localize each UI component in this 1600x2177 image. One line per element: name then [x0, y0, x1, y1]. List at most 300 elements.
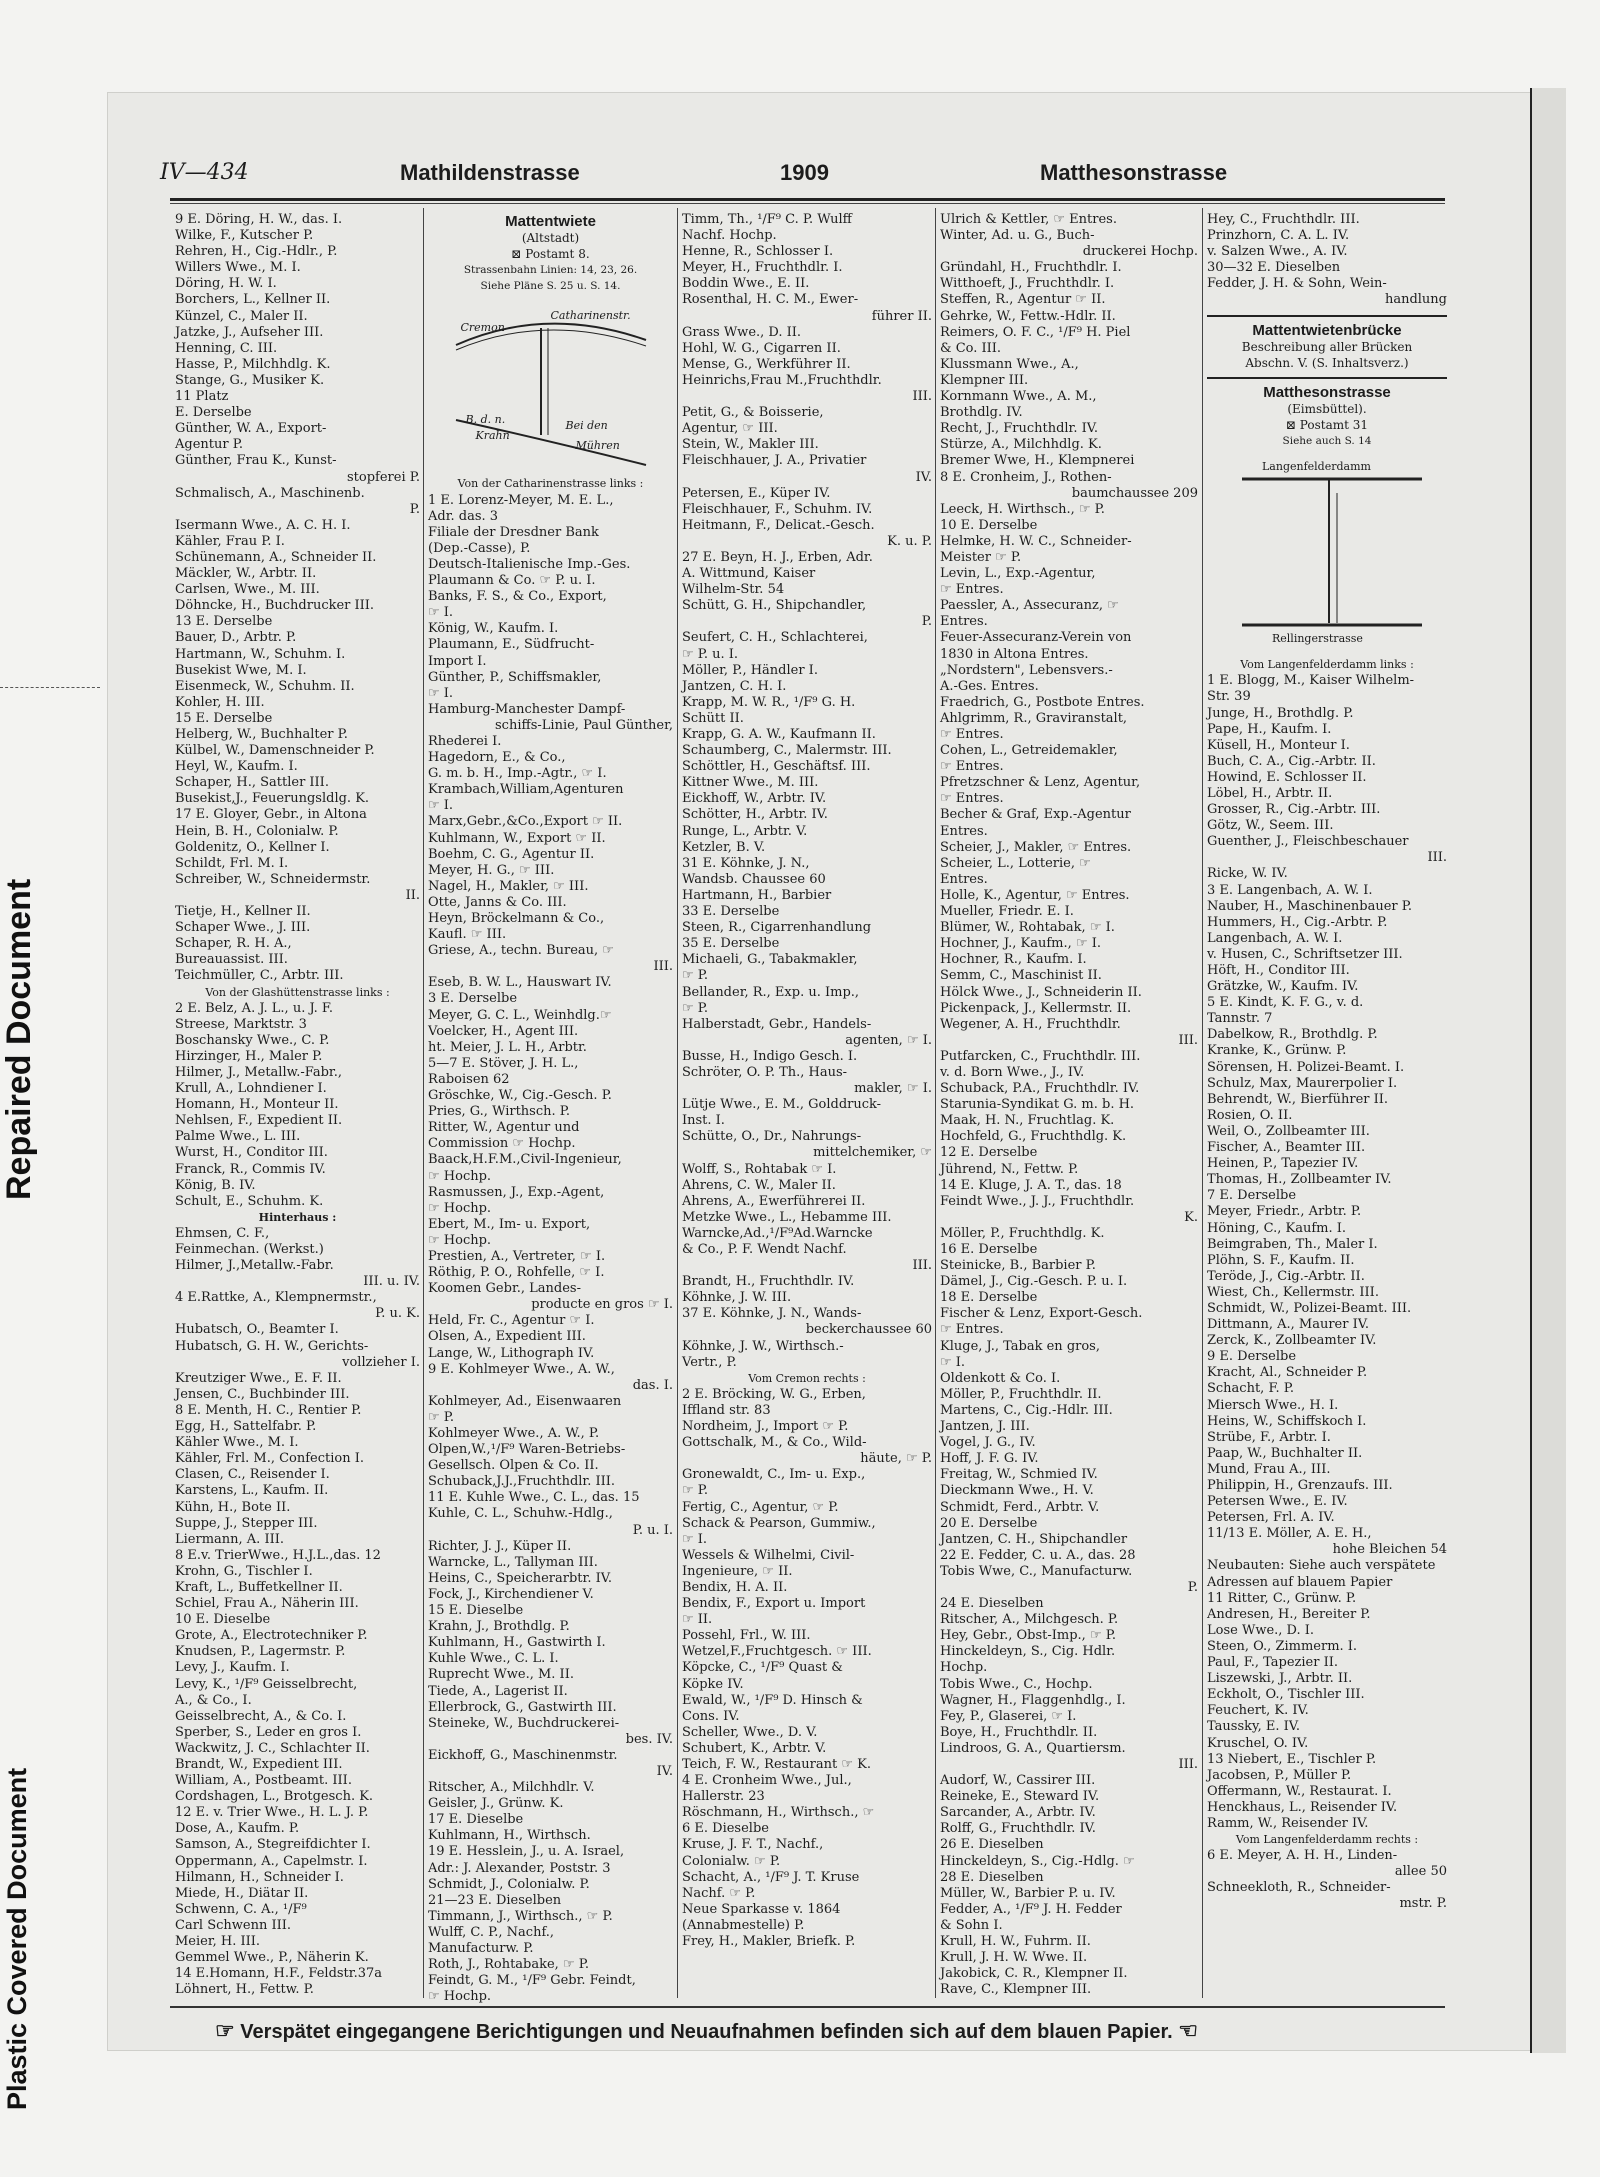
directory-entry: Putfarcken, C., Fruchthdlr. III.	[940, 1048, 1141, 1064]
directory-entry: Entres.	[940, 871, 988, 887]
directory-entry: Schuback,J.J.,Fruchthdlr. III.	[428, 1474, 616, 1490]
directory-entry: Steffen, R., Agentur ☞ II.	[940, 292, 1106, 308]
directory-entry: 22 E. Fedder, C. u. A., das. 28	[940, 1547, 1136, 1563]
directory-entry: Hubatsch, O., Beamter I.	[175, 1322, 339, 1338]
directory-entry: Streese, Marktstr. 3	[175, 1016, 307, 1032]
directory-entry: Boehm, C. G., Agentur II.	[428, 846, 595, 862]
directory-entry: Petersen, E., Küper IV.	[682, 485, 831, 501]
directory-entry: 12 E. Derselbe	[940, 1145, 1038, 1161]
directory-entry: G. m. b. H., Imp.-Agtr., ☞ I.	[428, 766, 607, 782]
directory-entry: Scheier, L., Lotterie, ☞	[940, 855, 1091, 871]
mattentwiete-district: (Altstadt)	[521, 231, 580, 246]
directory-entry: III.	[1178, 1032, 1198, 1048]
directory-entry: Krapp, G. A. W., Kaufmann II.	[682, 727, 876, 742]
directory-entry: Bellander, R., Exp. u. Imp.,	[682, 984, 860, 1000]
directory-entry: Schacht, F. P.	[1207, 1381, 1294, 1397]
directory-entry: Wilhelm-Str. 54	[682, 582, 785, 598]
directory-entry: Pries, G., Wirthsch. P.	[428, 1104, 571, 1120]
directory-entry: III.	[912, 389, 932, 405]
directory-entry: Olsen, A., Expedient III.	[428, 1329, 586, 1345]
directory-entry: Hubatsch, G. H. W., Gerichts-	[175, 1338, 369, 1354]
directory-entry: Winter, Ad. u. G., Buch-	[940, 228, 1095, 244]
directory-entry: Meyer, H. G., ☞ III.	[428, 862, 555, 878]
directory-entry: ☞ P.	[682, 1483, 709, 1499]
directory-entry: Runge, L., Arbtr. V.	[682, 823, 808, 839]
directory-entry: Becher & Graf, Exp.-Agentur	[940, 807, 1131, 823]
footer-note: Verspätet eingegangene Berichtigungen und Neuaufnahmen befinden sich auf dem blauen Papier.	[240, 2021, 1173, 2043]
directory-entry: Paul, F., Tapezier II.	[1207, 1655, 1338, 1671]
directory-entry: Rosien, O. II.	[1207, 1107, 1293, 1123]
directory-entry: Griese, A., techn. Bureau, ☞	[428, 943, 614, 959]
directory-entry: Behrendt, W., Bierführer II.	[1207, 1091, 1389, 1107]
directory-entry: Fedder, J. H. & Sohn, Wein-	[1207, 276, 1387, 292]
directory-entry: 4 E. Cronheim Wwe., Jul.,	[682, 1773, 852, 1789]
directory-entry: Levy, K., ¹/F⁹ Geisselbrecht,	[175, 1676, 358, 1692]
directory-entry: agenten, ☞ I.	[845, 1032, 932, 1048]
directory-entry: Lose Wwe., D. I.	[1207, 1622, 1315, 1638]
directory-entry: ☞ P.	[428, 1409, 455, 1425]
directory-entry: Palme Wwe., L. III.	[175, 1129, 301, 1145]
directory-entry: Kohlmeyer, Ad., Eisenwaaren	[428, 1393, 622, 1409]
directory-entry: Hasse, P., Milchhdlg. K.	[175, 356, 331, 372]
directory-entry: Vom Cremon rechts :	[748, 1371, 866, 1385]
directory-entry: Levin, L., Exp.-Agentur,	[940, 566, 1096, 582]
directory-entry: Schmidt, W., Polizei-Beamt. III.	[1207, 1300, 1412, 1316]
directory-entry: v. Husen, C., Schriftsetzer III.	[1207, 946, 1403, 962]
directory-entry: Döring, H. W. I.	[175, 276, 277, 292]
directory-entry: Ritscher, A., Milchhdlr. V.	[428, 1780, 595, 1796]
directory-entry: Willers Wwe., M. I.	[175, 260, 301, 276]
directory-entry: 35 E. Derselbe	[682, 936, 780, 952]
directory-entry: Schwenn, C. A., ¹/F⁹	[175, 1901, 307, 1917]
directory-entry: Philippin, H., Grenzaufs. III.	[1207, 1478, 1393, 1493]
directory-entry: Andresen, H., Bereiter P.	[1207, 1606, 1371, 1622]
directory-entry: Kuhlmann, H., Gastwirth I.	[428, 1635, 606, 1651]
directory-entry: Nachf. ☞ P.	[682, 1885, 756, 1901]
directory-entry: Reineke, E., Steward IV.	[940, 1789, 1100, 1805]
directory-entry: 10 E. Dieselbe	[175, 1612, 271, 1628]
directory-entry: Beimgraben, Th., Maler I.	[1207, 1236, 1378, 1252]
directory-entry: Petersen Wwe., E. IV.	[1207, 1494, 1348, 1510]
directory-entry: Schöttler, H., Geschäftsf. III.	[682, 759, 871, 775]
directory-entry: Plöhn, S. F., Kaufm. II.	[1207, 1252, 1355, 1268]
directory-entry: Hinterhaus :	[258, 1210, 337, 1224]
directory-entry: ☞ Entres.	[940, 727, 1004, 742]
directory-entry: Eickhoff, W., Arbtr. IV.	[682, 791, 827, 807]
directory-entry: Hirzinger, H., Maler P.	[175, 1048, 323, 1064]
directory-entry: Köhnke, J. W. III.	[682, 1290, 792, 1306]
directory-entry: Kuhlmann, W., Export ☞ II.	[428, 830, 606, 846]
directory-entry: Ewald, W., ¹/F⁹ D. Hinsch &	[682, 1692, 863, 1708]
directory-entry: Howind, E. Schlosser II.	[1207, 769, 1367, 785]
directory-entry: Feuer-Assecuranz-Verein von	[940, 630, 1132, 646]
directory-entry: Köpke IV.	[682, 1676, 744, 1692]
directory-entry: Grätzke, W., Kaufm. IV.	[1207, 979, 1359, 995]
column-1	[175, 212, 420, 1998]
directory-entry: ☞ Entres.	[940, 759, 1004, 775]
matthesonstrasse-district: (Eimsbüttel).	[1287, 401, 1367, 416]
directory-entry: ☞ I.	[682, 1531, 708, 1547]
directory-entry: Helmke, H. W. C., Schneider-	[940, 533, 1132, 549]
directory-entry: Klussmann Wwe., A.,	[940, 356, 1079, 372]
directory-entry: Leeck, H. Wirthsch., ☞ P.	[940, 501, 1105, 517]
directory-entry: Marx,Gebr.,&Co.,Export ☞ II.	[428, 814, 623, 830]
directory-entry: P.	[409, 501, 420, 517]
directory-entry: druckerei Hochp.	[1082, 244, 1198, 260]
directory-entry: Löhnert, H., Fettw. P.	[175, 1982, 314, 1998]
directory-entry: K.	[1184, 1209, 1198, 1225]
directory-entry: Kaufl. ☞ III.	[428, 927, 507, 943]
directory-entry: Ketzler, B. V.	[682, 839, 766, 855]
directory-entry: Pickenpack, J., Kellermstr. II.	[940, 1000, 1132, 1016]
directory-entry: Krull, J. H. W. Wwe. II.	[940, 1950, 1088, 1966]
directory-entry: Wegener, A. H., Fruchthdlr.	[940, 1016, 1121, 1032]
column-5	[1207, 212, 1447, 1992]
directory-entry: Oldenkott & Co. I.	[940, 1370, 1061, 1386]
directory-entry: Martens, C., Cig.-Hdlr. III.	[940, 1402, 1113, 1418]
directory-entry: III.	[1427, 850, 1447, 866]
directory-entry: Schaper, R. H. A.,	[175, 936, 292, 952]
directory-entry: Mueller, Friedr. E. I.	[940, 904, 1074, 920]
page-number: IV—434	[160, 160, 249, 185]
directory-entry: Levy, J., Kaufm. I.	[175, 1660, 290, 1676]
directory-entry: Liermann, A. III.	[175, 1531, 284, 1547]
directory-entry: Scheier, J., Makler, ☞ Entres.	[940, 839, 1132, 855]
directory-entry: Hochner, R., Kaufm. I.	[940, 952, 1087, 968]
directory-entry: Schneekloth, R., Schneider-	[1207, 1880, 1391, 1896]
directory-entry: Borchers, L., Kellner II.	[175, 292, 331, 308]
directory-entry: Taussky, E. IV.	[1207, 1719, 1301, 1735]
directory-entry: IV.	[656, 1763, 673, 1779]
directory-entry: ☞ Hochp.	[428, 1989, 492, 2005]
directory-entry: 9 E. Derselbe	[1207, 1349, 1297, 1365]
directory-entry: Meyer, H., Fruchthdlr. I.	[682, 260, 843, 276]
directory-entry: Meyer, Friedr., Arbtr. P.	[1207, 1204, 1362, 1220]
directory-entry: Mense, G., Werkführer II.	[682, 356, 851, 372]
directory-entry: Timm, Th., ¹/F⁹ C. P. Wulff	[682, 212, 852, 227]
directory-entry: Ebert, M., Im- u. Export,	[428, 1216, 591, 1232]
directory-entry: Inst. I.	[682, 1113, 725, 1129]
directory-entry: Meier, H. III.	[175, 1934, 261, 1950]
directory-entry: Maak, H. N., Fruchtlag. K.	[940, 1113, 1115, 1129]
directory-entry: Paap, W., Buchhalter II.	[1207, 1445, 1363, 1461]
map-label-muhren: Mühren	[575, 439, 620, 453]
directory-entry: Geisselbrecht, A., & Co. I.	[175, 1708, 347, 1724]
directory-entry: Dittmann, A., Maurer IV.	[1207, 1317, 1369, 1333]
directory-entry: Ritter, W., Agentur und	[428, 1120, 580, 1136]
pointing-hand-right-icon: ☜	[1178, 2018, 1198, 2043]
directory-entry: Schröter, O. P. Th., Haus-	[682, 1064, 848, 1080]
map-label-cremon: Cremon	[460, 321, 505, 335]
directory-entry: mstr. P.	[1399, 1896, 1447, 1912]
directory-entry: A.-Ges. Entres.	[940, 678, 1039, 694]
directory-entry: P.	[1187, 1579, 1198, 1595]
map-label-catharinenstr: Catharinenstr.	[550, 309, 631, 323]
map-label-bei-den: Bei den	[565, 419, 608, 433]
directory-entry: Weil, O., Zollbeamter III.	[1207, 1123, 1370, 1139]
directory-entry: 11 Platz	[175, 389, 229, 405]
directory-entry: ☞ Entres.	[940, 791, 1004, 807]
directory-entry: Nehlsen, F., Expedient II.	[175, 1113, 343, 1129]
directory-entry: III. u. IV.	[363, 1274, 420, 1290]
directory-entry: Busekist,J., Feuerungsldlg. K.	[175, 791, 370, 807]
directory-entry: Fertig, C., Agentur, ☞ P.	[682, 1499, 839, 1515]
directory-entry: Möller, P., Fruchthdlr. II.	[940, 1386, 1102, 1402]
directory-entry: Henning, C. III.	[175, 340, 278, 356]
directory-entry: Klempner III.	[940, 372, 1029, 388]
directory-entry: ☞ Hochp.	[428, 1168, 492, 1184]
directory-entry: Fedder, A., ¹/F⁹ J. H. Fedder	[940, 1901, 1122, 1917]
directory-entry: Import I.	[428, 653, 487, 669]
directory-entry: Wandsb. Chaussee 60	[682, 871, 826, 887]
directory-entry: Schünemann, A., Schneider II.	[175, 549, 377, 565]
directory-entry: Krambach,William,Agenturen	[428, 782, 624, 798]
directory-entry: Str. 39	[1207, 689, 1251, 705]
directory-entry: Kreutziger Wwe., E. F. II.	[175, 1370, 342, 1386]
directory-entry: Samson, A., Stegreifdichter I.	[175, 1837, 371, 1853]
directory-entry: Grote, A., Electrotechniker P.	[175, 1628, 368, 1644]
directory-entry: führer II.	[871, 308, 932, 324]
column-divider	[677, 208, 678, 1998]
directory-entry: 1830 in Altona Entres.	[940, 646, 1089, 662]
directory-entry: Hallerstr. 23	[682, 1789, 765, 1805]
directory-entry: Scheller, Wwe., D. V.	[682, 1724, 818, 1740]
directory-entry: Helberg, W., Buchhalter P.	[175, 727, 348, 742]
directory-entry: Schaper Wwe., J. III.	[175, 920, 311, 936]
directory-entry: 11 E. Kuhle Wwe., C. L., das. 15	[428, 1490, 640, 1506]
right-street-title: Matthesonstrasse	[1040, 160, 1228, 185]
directory-entry: 4 E.Rattke, A., Klempnermstr.,	[175, 1290, 377, 1306]
directory-entry: ☞ I.	[428, 798, 454, 814]
directory-entry: Schult, E., Schuhm. K.	[175, 1193, 324, 1209]
directory-entry: Eisenmeck, W., Schuhm. II.	[175, 678, 355, 694]
next-page-edge	[1530, 88, 1566, 2053]
directory-entry: Schütt II.	[682, 710, 744, 726]
directory-entry: & Co., P. F. Wendt Nachf.	[682, 1242, 847, 1257]
directory-entry: Neubauten: Siehe auch verspätete	[1207, 1558, 1436, 1574]
directory-entry: Nagel, H., Makler, ☞ III.	[428, 878, 589, 894]
directory-entry: ☞ Hochp.	[428, 1200, 492, 1216]
directory-entry: Audorf, W., Cassirer III.	[940, 1773, 1096, 1789]
directory-entry: Fleischhauer, J. A., Privatier	[682, 453, 867, 469]
map-label-langenfelderdamm: Langenfelderdamm	[1262, 460, 1371, 474]
plastic-covered-label: Plastic Covered Document	[2, 1767, 32, 2110]
directory-entry: Teröde, J., Cig.-Arbtr. II.	[1207, 1268, 1365, 1284]
directory-entry: Henckhaus, L., Reisender IV.	[1207, 1799, 1398, 1815]
directory-entry: Neue Sparkasse v. 1864	[682, 1901, 841, 1917]
directory-entry: producte en gros ☞ I.	[531, 1297, 673, 1313]
directory-entry: Jatzke, J., Aufseher III.	[175, 324, 324, 340]
directory-entry: Gesellsch. Olpen & Co. II.	[428, 1458, 599, 1474]
directory-entry: ☞ Hochp.	[428, 1232, 492, 1248]
directory-entry: Cons. IV.	[682, 1708, 740, 1724]
directory-entry: Kraft, L., Buffetkellner II.	[175, 1579, 343, 1595]
directory-entry: Köpcke, C., ¹/F⁹ Quast &	[682, 1660, 843, 1676]
directory-entry: Boye, H., Fruchthdlr. II.	[940, 1724, 1098, 1740]
directory-entry: Isermann Wwe., A. C. H. I.	[175, 517, 351, 533]
directory-entry: E. Derselbe	[175, 405, 252, 421]
directory-entry: König, B. IV.	[175, 1177, 256, 1193]
header-rule-thick	[170, 198, 1445, 201]
directory-entry: Vogel, J. G., IV.	[940, 1435, 1036, 1451]
directory-entry: ☞ I.	[940, 1354, 966, 1370]
directory-entry: 11 Ritter, C., Grünw. P.	[1207, 1590, 1357, 1606]
directory-entry: Hochner, J., Kaufm., ☞ I.	[940, 936, 1101, 952]
page-footer	[215, 2018, 1415, 2050]
directory-entry: Nordheim, J., Import ☞ P.	[682, 1419, 849, 1435]
directory-entry: Ruprecht Wwe., M. II.	[428, 1667, 574, 1683]
directory-entry: Schaumberg, C., Malermstr. III.	[682, 743, 892, 759]
directory-entry: Adr. das. 3	[428, 508, 499, 524]
directory-entry: P. u. I.	[632, 1522, 673, 1538]
directory-entry: (Dep.-Casse), P.	[428, 540, 531, 556]
directory-entry: Nauber, H., Maschinenbauer P.	[1207, 898, 1413, 914]
directory-entry: Bendix, H. A. II.	[682, 1579, 788, 1595]
directory-entry: 21—23 E. Dieselben	[428, 1892, 562, 1908]
directory-entry: 8 E.v. TrierWwe., H.J.L.,das. 12	[175, 1547, 381, 1563]
matthesonstrasse-title: Matthesonstrasse	[1263, 383, 1391, 401]
directory-entry: Ingenieure, ☞ II.	[682, 1563, 793, 1579]
directory-entry: Stange, G., Musiker K.	[175, 372, 325, 388]
directory-entry: A., & Co., I.	[175, 1692, 252, 1708]
directory-entry: Pape, H., Kaufm. I.	[1207, 721, 1332, 737]
directory-entry: Wackwitz, J. C., Schlachter II.	[175, 1740, 370, 1756]
directory-entry: Von der Catharinenstrasse links :	[457, 477, 644, 491]
directory-entry: Brandt, W., Expedient III.	[175, 1757, 343, 1772]
directory-entry: III.	[1178, 1757, 1198, 1772]
directory-entry: Geisler, J., Grünw. K.	[428, 1796, 564, 1812]
directory-entry: Heyn, Bröckelmann & Co.,	[428, 911, 605, 926]
directory-entry: Heinrichs,Frau M.,Fruchthdlr.	[682, 372, 882, 388]
directory-entry: 5—7 E. Stöver, J. H. L.,	[428, 1055, 579, 1071]
matthesonstrasse-postamt: ⊠ Postamt 31	[1285, 418, 1369, 433]
mattentwiete-plan-ref: Siehe Pläne S. 25 u. S. 14.	[480, 280, 621, 293]
directory-entry: Schaper, H., Sattler III.	[175, 775, 329, 791]
directory-entry: Adr.: J. Alexander, Poststr. 3	[428, 1860, 611, 1876]
directory-entry: Hummers, H., Cig.-Arbtr. P.	[1207, 914, 1388, 930]
directory-entry: Koomen Gebr., Landes-	[428, 1281, 581, 1297]
directory-entry: IV.	[915, 469, 932, 485]
directory-entry: Prestien, A., Vertreter, ☞ I.	[428, 1248, 606, 1264]
directory-entry: Ramm, W., Reisender IV.	[1207, 1815, 1369, 1831]
directory-entry: Rhederei I.	[428, 733, 502, 749]
directory-entry: Dose, A., Kaufm. P.	[175, 1821, 300, 1837]
directory-entry: Heitmann, F., Delicat.-Gesch.	[682, 517, 875, 533]
directory-entry: Offermann, W., Restaurat. I.	[1207, 1783, 1392, 1799]
mattentwiete-street-sketch	[446, 300, 656, 470]
directory-entry: Sarcander, A., Arbtr. IV.	[940, 1805, 1096, 1821]
directory-entry: Steen, R., Cigarrenhandlung	[682, 920, 872, 936]
directory-entry: Künzel, C., Maler II.	[175, 308, 308, 324]
mattentwiete-strassenbahn: Strassenbahn Linien: 14, 23, 26.	[463, 264, 638, 277]
directory-entry: Witthoeft, J., Fruchthdlr. I.	[940, 276, 1115, 292]
directory-entry: Lindroos, G. A., Quartiersm.	[940, 1740, 1126, 1756]
directory-entry: Voelcker, H., Agent III.	[428, 1023, 579, 1039]
directory-entry: Schmidt, Ferd., Arbtr. V.	[940, 1499, 1100, 1515]
directory-entry: Possehl, Frl., W. III.	[682, 1628, 811, 1644]
directory-entry: Kornmann Wwe., A. M.,	[940, 389, 1097, 405]
directory-entry: Roth, J., Rohtabake, ☞ P.	[428, 1957, 589, 1973]
directory-entry: 20 E. Derselbe	[940, 1515, 1038, 1531]
directory-entry: Iffland str. 83	[682, 1402, 771, 1418]
directory-entry: das. I.	[632, 1377, 673, 1393]
directory-entry: Miede, H., Diätar II.	[175, 1885, 309, 1901]
directory-entry: Grosser, R., Cig.-Arbtr. III.	[1207, 802, 1381, 818]
bridge-desc-2: Abschn. V. (S. Inhaltsverz.)	[1245, 355, 1409, 370]
footer-rule	[170, 2006, 1445, 2008]
directory-entry: Rehren, H., Cig.-Hdlr., P.	[175, 244, 338, 260]
directory-entry: Banks, F. S., & Co., Export,	[428, 589, 607, 605]
directory-entry: Carlsen, Wwe., M. III.	[175, 582, 320, 598]
directory-entry: hohe Bleichen 54	[1332, 1542, 1447, 1558]
directory-entry: bes. IV.	[625, 1731, 673, 1747]
directory-entry: (Annabmestelle) P.	[682, 1917, 805, 1933]
directory-entry: Langenbach, A. W. I.	[1207, 930, 1343, 946]
directory-entry: Fleischhauer, F., Schuhm. IV.	[682, 501, 873, 517]
directory-entry: Jührend, N., Fettw. P.	[940, 1161, 1079, 1177]
directory-entry: Kranke, K., Grünw. P.	[1207, 1043, 1347, 1059]
directory-entry: makler, ☞ I.	[854, 1081, 932, 1097]
directory-entry: Adressen auf blauem Papier	[1207, 1574, 1393, 1590]
directory-entry: Blümer, W., Rohtabak, ☞ I.	[940, 920, 1115, 936]
directory-entry: Hoff, J. F. G. IV.	[940, 1451, 1039, 1467]
directory-entry: Otte, Janns & Co. III.	[428, 894, 567, 910]
directory-entry: Gronewaldt, C., Im- u. Exp.,	[682, 1467, 866, 1483]
directory-entry: Rolff, G., Fruchthdlr. IV.	[940, 1821, 1096, 1837]
directory-entry: Kittner Wwe., M. III.	[682, 775, 819, 791]
directory-entry: Mäckler, W., Arbtr. II.	[175, 566, 317, 582]
directory-entry: ☞ Entres.	[940, 1322, 1004, 1338]
directory-entry: 14 E. Kluge, J. A. T., das. 18	[940, 1177, 1122, 1193]
directory-entry: Krohn, G., Tischler I.	[175, 1563, 313, 1579]
directory-entry: 2 E. Bröcking, W. G., Erben,	[682, 1386, 866, 1402]
directory-entry: Sörensen, H. Polizei-Beamt. I.	[1207, 1059, 1405, 1075]
directory-entry: Jantzen, J. III.	[940, 1419, 1030, 1435]
directory-entry: Hohl, W. G., Cigarren II.	[682, 340, 841, 356]
directory-entry: Kohlmeyer Wwe., A. W., P.	[428, 1426, 600, 1441]
page-header	[160, 160, 1450, 196]
column-divider	[423, 208, 424, 1998]
directory-entry: Eckholt, O., Tischler III.	[1207, 1687, 1365, 1703]
directory-entry: Bendix, F., Export u. Import	[682, 1596, 866, 1612]
directory-entry: Wulff, C. P., Nachf.,	[428, 1924, 555, 1940]
directory-entry: Heyl, W., Kaufm. I.	[175, 759, 298, 775]
directory-entry: Thomas, H., Zollbeamter IV.	[1207, 1172, 1392, 1188]
directory-entry: Heins, C., Speicherarbtr. IV.	[428, 1570, 612, 1586]
directory-entry: Döhncke, H., Buchdrucker III.	[175, 598, 375, 614]
directory-entry: Busekist Wwe, M. I.	[175, 662, 307, 678]
mattentwiete-postamt: ⊠ Postamt 8.	[511, 247, 590, 262]
directory-entry: Holle, K., Agentur, ☞ Entres.	[940, 887, 1130, 903]
directory-entry: Steinicke, B., Barbier P.	[940, 1258, 1096, 1274]
directory-entry: Möller, P., Fruchthdlg. K.	[940, 1225, 1105, 1241]
directory-entry: Rosenthal, H. C. M., Ewer-	[682, 292, 859, 308]
directory-entry: 3 E. Langenbach, A. W. I.	[1207, 882, 1373, 898]
directory-entry: Hamburg-Manchester Dampf-	[428, 701, 626, 717]
directory-entry: Fischer & Lenz, Export-Gesch.	[940, 1306, 1143, 1322]
mattentwiete-title: Mattentwiete	[505, 213, 596, 230]
directory-entry: 9 E. Döring, H. W., das. I.	[175, 212, 343, 227]
directory-entry: Rave, C., Klempner III.	[940, 1982, 1092, 1998]
directory-entry: Commission ☞ Hochp.	[428, 1136, 576, 1152]
directory-entry: Schildt, Frl. M. I.	[175, 855, 289, 871]
directory-entry: Fock, J., Kirchendiener V.	[428, 1586, 594, 1602]
directory-entry: Teichmüller, C., Arbtr. III.	[175, 968, 344, 984]
directory-entry: Tiede, A., Lagerist II.	[428, 1683, 568, 1699]
directory-entry: Gottschalk, M., & Co., Wild-	[682, 1435, 867, 1451]
directory-entry: A. Wittmund, Kaiser	[682, 566, 816, 582]
directory-entry: Sperber, S., Leder en gros I.	[175, 1724, 362, 1740]
